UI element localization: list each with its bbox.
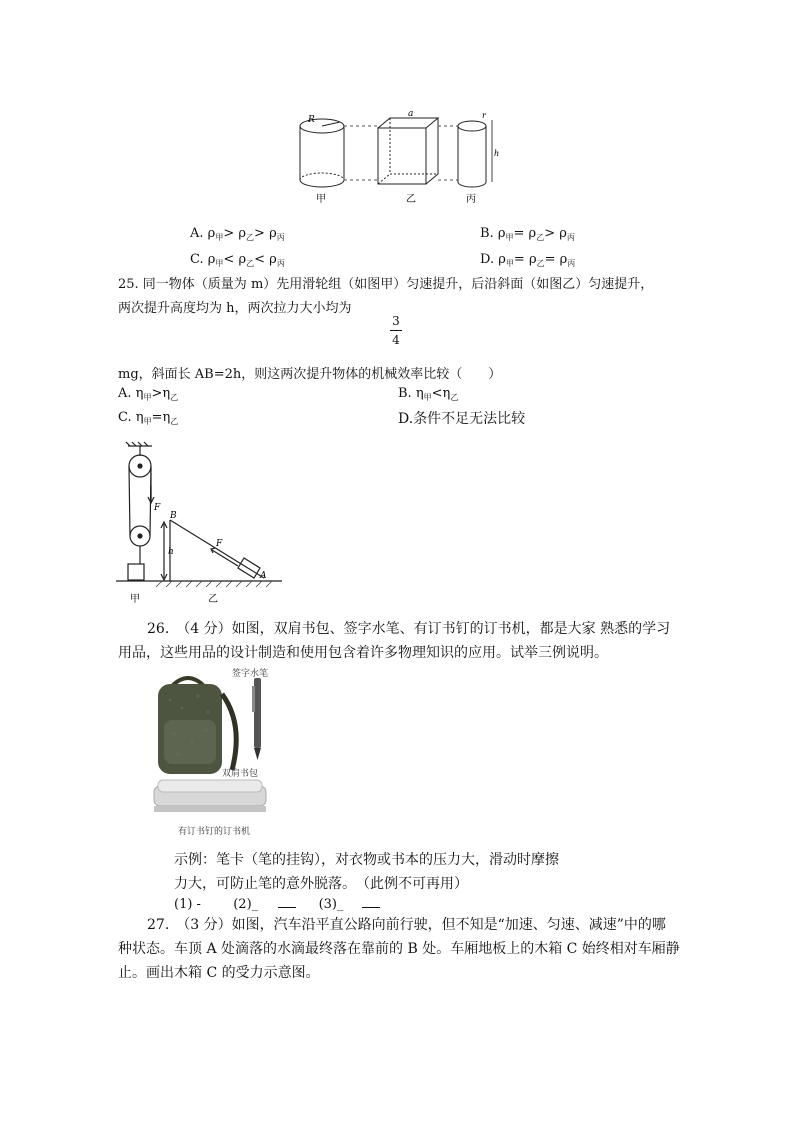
label-F-pulley: F xyxy=(154,503,161,513)
label-yi-fig: 乙 xyxy=(208,594,218,605)
q26-example-line1: 示例：笔卡（笔的挂钩），对衣物或书本的压力大，滑动时摩擦 xyxy=(174,852,559,868)
q27-line3: 止。画出木箱 C 的受力示意图。 xyxy=(118,965,320,981)
label-bing: 丙 xyxy=(466,194,476,205)
pen-illustration xyxy=(252,678,261,760)
q27-line1: 27. （3 分）如图，汽车沿平直公路向前行驶，但不知是“加速、匀速、减速”中的哪 xyxy=(147,917,666,933)
q25-line1: 25. 同一物体（质量为 m）先用滑轮组（如图甲）匀速提升，后沿斜面（如图乙）匀速提升， xyxy=(118,277,654,292)
box-yi xyxy=(378,118,438,184)
answer-3[interactable]: (3)_ xyxy=(318,897,344,912)
stationery-illustration xyxy=(148,664,282,836)
label-jia-fig: 甲 xyxy=(130,594,140,605)
solids-figure xyxy=(290,108,510,208)
label-jia: 甲 xyxy=(316,194,326,205)
q27-line2: 种状态。车顶 A 处滴落的水滴最终落在靠前的 B 处。车厢地板上的木箱 C 始终相对车厢静 xyxy=(118,941,680,957)
fraction-denominator: 4 xyxy=(392,333,400,347)
q24-option-d: D. $\rho_甲= \rho_乙= \rho_丙$ xyxy=(480,252,576,268)
fraction-numerator: 3 xyxy=(392,314,400,328)
cylinder-bing xyxy=(458,120,492,187)
q25-line2: 两次提升高度均为 h，两次拉力大小均为 xyxy=(118,301,352,316)
pulley-incline-figure xyxy=(112,440,284,606)
q25-fraction xyxy=(390,314,402,347)
cylinder-jia xyxy=(300,119,344,187)
label-r: r xyxy=(482,111,486,120)
q25-line3: mg，斜面长 AB=2h，则这两次提升物体的机械效率比较（ ） xyxy=(118,367,502,382)
q24-option-b: B. $\rho_甲= \rho_乙> \rho_丙$ xyxy=(480,226,575,242)
q25-option-d: D.条件不足无法比较 xyxy=(398,411,526,427)
stationery-photo xyxy=(148,664,282,836)
label-h-incline: h xyxy=(168,547,174,557)
caption-bag: 双肩书包 xyxy=(222,769,259,779)
q25-option-b: B. $\eta_甲<\eta_乙$ xyxy=(398,386,459,402)
q24-option-c: C. $\rho_甲< \rho_乙< \rho_丙$ xyxy=(190,252,285,268)
stapler-illustration xyxy=(154,780,266,812)
label-h: h xyxy=(494,149,500,158)
backpack-illustration xyxy=(158,678,236,774)
caption-pen: 签字水笔 xyxy=(232,669,269,679)
label-B: B xyxy=(170,511,177,521)
q26-answers xyxy=(174,897,380,912)
caption-stapler: 有订书钉的订书机 xyxy=(178,827,251,837)
q26-line1: 26. （4 分）如图，双肩书包、签字水笔、有订书钉的订书机，都是大家 熟悉的学习 xyxy=(147,621,671,637)
q24-option-a: A. $\rho_甲> \rho_乙> \rho_丙$ xyxy=(190,226,285,242)
answer-1[interactable]: (1) - xyxy=(174,897,201,912)
q26-example-line2: 力大，可防止笔的意外脱落。 （此例不可再用） xyxy=(174,876,468,892)
label-F-incline: F xyxy=(216,539,223,549)
q25-option-c: C. $\eta_甲=\eta_乙$ xyxy=(118,410,179,426)
label-R: R xyxy=(308,115,315,125)
label-yi: 乙 xyxy=(406,194,416,205)
block-jia xyxy=(128,564,144,580)
q26-line2: 用品，这些用品的设计制造和使用包含着许多物理知识的应用。试举三例说明。 xyxy=(118,645,608,661)
label-A: A xyxy=(260,571,267,581)
answer-2[interactable]: (2)_ xyxy=(233,897,259,912)
label-a: a xyxy=(408,109,414,119)
q25-option-a: A. $\eta_甲>\eta_乙$ xyxy=(118,386,179,402)
